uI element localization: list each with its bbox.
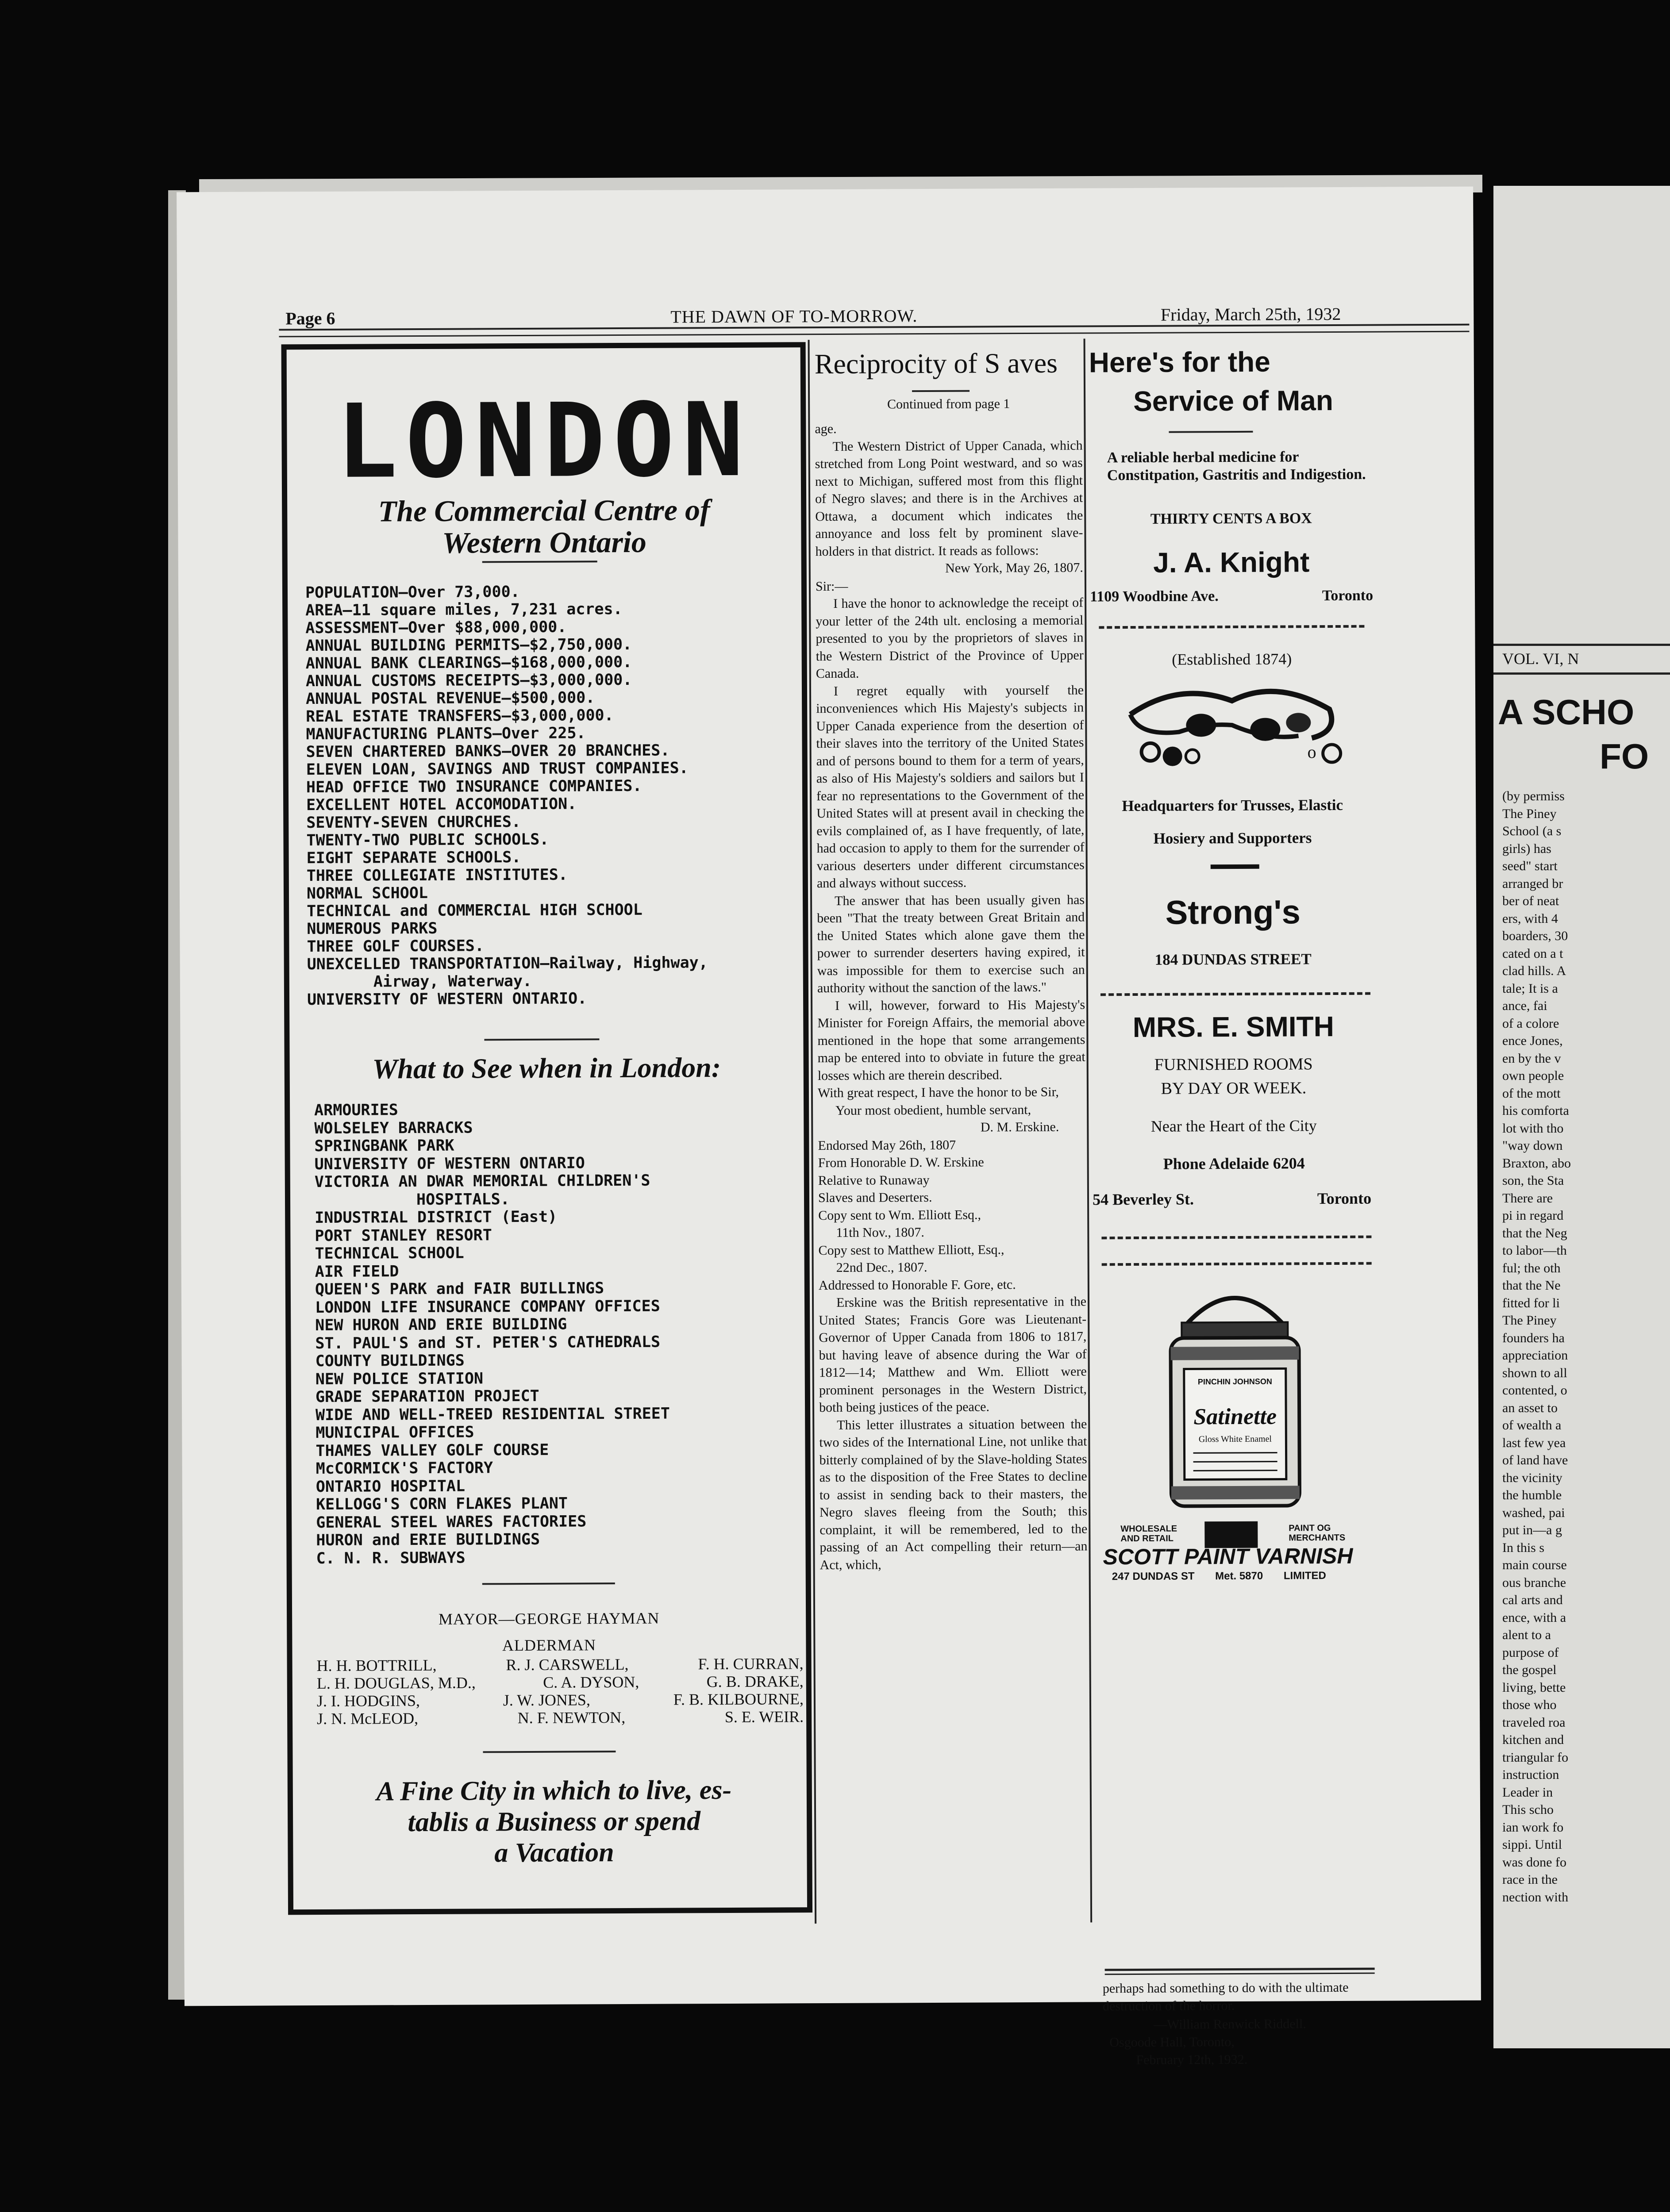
alderman: J. I. HODGINS,	[316, 1692, 420, 1710]
divider	[482, 1582, 615, 1585]
double-rule	[1105, 1968, 1375, 1975]
can-label: Satinette	[1193, 1404, 1277, 1430]
fact-line: REAL ESTATE TRANSFERS—$3,000,000.	[306, 707, 614, 726]
sight-line: McCORMICK'S FACTORY	[316, 1459, 493, 1478]
sight-line: ONTARIO HOSPITAL	[316, 1477, 466, 1496]
knight-ad-headline	[1089, 342, 1373, 421]
strongs-address: 184 DUNDAS STREET	[1154, 950, 1312, 968]
knight-address: 1109 Woodbine Ave.	[1089, 588, 1219, 605]
divider	[482, 561, 597, 563]
strongs-tagline	[1091, 789, 1374, 856]
letter-closing: With great respect, I have the honor to be Sir,	[817, 1084, 1059, 1101]
headline-line: Service of Man	[1133, 384, 1334, 417]
article-body	[815, 419, 1087, 1574]
paint-can-illustration	[1093, 1284, 1377, 1516]
can-brand: PINCHIN JOHNSON	[1197, 1377, 1272, 1386]
letter-closing: Your most obedient, humble servant,	[835, 1102, 1031, 1118]
smith-city: Toronto	[1317, 1189, 1372, 1208]
london-facts-list	[305, 582, 812, 1009]
sight-line: QUEEN'S PARK and FAIR BUILLINGS	[315, 1279, 604, 1299]
aldermen-row	[317, 1655, 804, 1674]
next-page-rule	[1493, 672, 1670, 675]
article-paragraph: The Western District of Upper Canada, which stretched from Long Point westward, and so was next to Michigan, suffered most from this flight of Negro slaves; and there is in the Archives at Ottawa, a document which indicates the annoyance and loss felt by prominent slave-holders in that district. It reads as follows:	[815, 438, 1083, 559]
next-page-line: kitchen and	[1502, 1732, 1564, 1747]
sight-line: GRADE SEPARATION PROJECT	[315, 1387, 539, 1406]
smith-location: Near the Heart of the City	[1151, 1117, 1317, 1135]
next-page-line: was done fo	[1502, 1855, 1566, 1870]
sight-line: TECHNICAL SCHOOL	[315, 1244, 464, 1263]
next-page-line: of the mott	[1502, 1086, 1561, 1101]
fact-line: ELEVEN LOAN, SAVINGS AND TRUST COMPANIES.	[306, 759, 689, 779]
next-page-line: cated on a t	[1502, 946, 1563, 961]
continued-note: Continued from page 1	[887, 396, 1010, 412]
next-page-line: boarders, 30	[1502, 929, 1568, 943]
next-page-line: In this s	[1502, 1540, 1545, 1555]
smith-address-line	[1093, 1189, 1376, 1209]
next-page-line: shown to all	[1502, 1365, 1567, 1380]
fact-line: ANNUAL BUILDING PERMITS—$2,750,000.	[305, 635, 632, 655]
sight-line: GENERAL STEEL WARES FACTORIES	[316, 1512, 587, 1532]
alderman: F. H. CURRAN,	[698, 1655, 804, 1673]
dashed-divider	[1101, 992, 1370, 996]
smith-phone: Phone Adelaide 6204	[1163, 1154, 1305, 1173]
smith-line: BY DAY OR WEEK.	[1161, 1079, 1307, 1098]
sight-line: WOLSELEY BARRACKS	[314, 1119, 473, 1137]
fact-line: TECHNICAL and COMMERCIAL HIGH SCHOOL	[307, 901, 643, 921]
scott-phone: Met. 5870	[1215, 1570, 1263, 1582]
sight-line: INDUSTRIAL DISTRICT (East)	[315, 1208, 558, 1227]
next-page-line: nection with	[1502, 1889, 1569, 1905]
fact-line: NORMAL SCHOOL	[306, 884, 428, 903]
closing-line: tablis a Business or spend	[408, 1806, 701, 1838]
sight-line: ST. PAUL'S and ST. PETER'S CATHEDRALS	[315, 1333, 661, 1352]
fact-line: UNEXCELLED TRANSPORTATION—Railway, Highway,	[307, 954, 708, 974]
mayor-line: MAYOR—GEORGE HAYMAN	[438, 1609, 660, 1628]
fact-line: HEAD OFFICE TWO INSURANCE COMPANIES.	[306, 777, 642, 797]
aldermen-list	[317, 1655, 804, 1728]
next-page-headline	[1498, 690, 1649, 779]
issue-date: Friday, March 25th, 1932	[1160, 303, 1341, 325]
next-page-line: the gospel	[1502, 1663, 1557, 1677]
next-page-line: girls) has	[1502, 841, 1551, 856]
endorsement-line: From Honorable D. W. Erskine	[818, 1155, 984, 1171]
knight-price: THIRTY CENTS A BOX	[1150, 510, 1312, 527]
sight-line: NEW POLICE STATION	[315, 1369, 484, 1388]
strongs-established: (Established 1874)	[1172, 650, 1292, 668]
aldermen-row	[317, 1690, 804, 1710]
dashed-divider	[1101, 1236, 1371, 1240]
sight-line: MUNICIPAL OFFICES	[316, 1423, 474, 1442]
alderman: R. J. CARSWELL,	[506, 1655, 629, 1674]
london-title: LONDON	[336, 381, 752, 501]
scott-address: 247 DUNDAS ST	[1112, 1570, 1195, 1583]
fact-line: EIGHT SEPARATE SCHOOLS.	[306, 849, 521, 868]
fact-line: ANNUAL POSTAL REVENUE—$500,000.	[305, 689, 595, 708]
next-page-line: "way down	[1502, 1138, 1563, 1153]
next-page-line: fitted for li	[1502, 1295, 1560, 1310]
strongs-name: Strong's	[1165, 893, 1301, 932]
smith-address: 54 Beverley St.	[1092, 1190, 1194, 1209]
fact-line: SEVEN CHARTERED BANKS—OVER 20 BRANCHES.	[306, 741, 670, 761]
divider	[483, 1751, 616, 1753]
next-page-line: sippi. Until	[1502, 1837, 1562, 1852]
next-page-line: to labor—th	[1502, 1243, 1567, 1258]
page-number: Page 6	[285, 308, 335, 329]
article-paragraph: The answer that has been usually given has been "That the treaty between Great Britain and the United States which alone gave them the power to surrender deserters having expired, it was impossible for them to exercise such an authority without the sanction of the laws."	[817, 892, 1085, 996]
strongs-line: Headquarters for Trusses, Elastic	[1122, 796, 1343, 815]
closing-line: a Vacation	[494, 1837, 614, 1868]
next-page-line: cal arts and	[1502, 1593, 1563, 1607]
article-paragraph: I will, however, forward to His Majesty's Minister for Foreign Affairs, the memorial above mentioned in the hope that some arrangements map be entered into to obviate in future the great losses which are therein described.	[817, 997, 1085, 1083]
alderman: F. B. KILBOURNE,	[673, 1690, 804, 1709]
next-page-line: race in the	[1502, 1872, 1558, 1887]
dashed-divider	[1102, 1262, 1372, 1266]
article-paragraph: I regret equally with yourself the inconveniences which His Majesty's subjects in Upper Canada experience from the desertion of their slaves into the territory of the United States and of persons bound to them for a term of years, as also of His Majesty's soldiers and sailors but I fear no representations to the Government of the United States will at present avail in checking the evils complained of, as I have frequently, of late, had occasion to apply to them for the surrender of various deserters under different circumstances and always without success.	[816, 682, 1085, 891]
article-place: Osgoode Hall, Toronto,	[1109, 2035, 1235, 2050]
fact-line: ANNUAL BANK CLEARINGS—$168,000,000.	[305, 653, 632, 673]
endorsement-line: Relative to Runaway	[818, 1172, 930, 1188]
london-subtitle	[287, 493, 801, 559]
next-page-line: appreciation	[1502, 1348, 1568, 1363]
fact-line: NUMEROUS PARKS	[307, 919, 438, 938]
next-page-line: ence, with a	[1502, 1610, 1566, 1625]
next-page-line: purpose of	[1502, 1645, 1559, 1660]
alderman-heading: ALDERMAN	[502, 1636, 596, 1655]
sight-line: C. N. R. SUBWAYS	[316, 1549, 466, 1567]
short-bar	[1211, 864, 1259, 869]
next-page-headline-line: A SCHO	[1498, 692, 1635, 732]
next-page-line: own people	[1502, 1068, 1564, 1083]
what-to-see-title: What to See when in London:	[372, 1052, 721, 1085]
next-page-line: Leader in	[1502, 1785, 1553, 1800]
next-page-line: of wealth a	[1502, 1418, 1562, 1432]
knight-name: J. A. Knight	[1153, 546, 1310, 579]
next-page-line: The Piney	[1502, 1313, 1557, 1328]
fact-line: TWENTY-TWO PUBLIC SCHOOLS.	[306, 830, 549, 850]
next-page-line: that the Neg	[1502, 1225, 1567, 1240]
dashed-divider	[1099, 625, 1364, 629]
sight-line: HURON and ERIE BUILDINGS	[316, 1530, 540, 1550]
london-subtitle-line-1: The Commercial Centre of	[378, 493, 710, 528]
fact-line: MANUFACTURING PLANTS—Over 225.	[306, 724, 586, 744]
next-page-line: alent to a	[1502, 1628, 1551, 1642]
fact-line: AREA—11 square miles, 7,231 acres.	[305, 600, 623, 620]
alderman: L. H. DOUGLAS, M.D.,	[316, 1674, 476, 1693]
alderman: G. B. DRAKE,	[706, 1672, 804, 1691]
next-page-line: arranged br	[1502, 876, 1563, 891]
endorsement-line: Slaves and Deserters.	[818, 1190, 932, 1206]
divider	[1169, 431, 1253, 433]
letter-salutation: Sir:—	[815, 579, 848, 594]
sight-line: PORT STANLEY RESORT	[315, 1226, 492, 1245]
fact-line: UNIVERSITY OF WESTERN ONTARIO.	[307, 990, 587, 1009]
next-page-line: that the Ne	[1502, 1278, 1561, 1293]
knight-desc: A reliable herbal medicine for Constitpation, Gastritis and Indigestion.	[1107, 449, 1366, 484]
endorsement-line: Addressed to Honorable F. Gore, etc.	[818, 1277, 1016, 1293]
next-page-content	[1493, 186, 1670, 2048]
knight-address-line	[1090, 588, 1373, 606]
scott-small-right	[1289, 1523, 1345, 1543]
ads-column	[1089, 342, 1374, 2067]
alderman: C. A. DYSON,	[543, 1673, 639, 1691]
sight-line: ARMOURIES	[314, 1101, 398, 1120]
paper-name: THE DAWN OF TO-MORROW.	[670, 306, 918, 327]
next-page-line: living, bette	[1502, 1680, 1566, 1695]
article-paragraph: This letter illustrates a situation between the two sides of the International Line, not unlike that bitterly complained of by the Slave-holding States as to the disposition of the Free States to decline to assist in sending back to their masters, the Negro slaves fleeing from the South; this complaint, it will be remembered, led to the passing of an Act compelling their return—an Act, which,	[819, 1416, 1088, 1572]
sight-line: VICTORIA AN DWAR MEMORIAL CHILDREN'S	[314, 1171, 650, 1191]
next-page-line: of land have	[1502, 1453, 1568, 1467]
article-paragraph: age.	[815, 421, 837, 437]
next-page-line: his comforta	[1502, 1103, 1569, 1118]
scott-small-line: MERCHANTS	[1289, 1532, 1346, 1543]
endorsement-line: 22nd Dec., 1807.	[836, 1260, 927, 1275]
letter-signature: D. M. Erskine.	[980, 1119, 1059, 1135]
fact-line: Airway, Waterway.	[373, 972, 532, 991]
scott-small-line: WHOLESALE	[1120, 1524, 1177, 1534]
endorsement-line: 11th Nov., 1807.	[836, 1225, 924, 1240]
london-subtitle-line-2: Western Ontario	[442, 525, 646, 560]
fact-line: SEVENTY-SEVEN CHURCHES.	[306, 813, 521, 832]
next-page-rule	[1493, 644, 1670, 646]
knight-city: Toronto	[1322, 587, 1374, 604]
next-page-line: triangular fo	[1502, 1750, 1569, 1765]
endorsement-line: Endorsed May 26th, 1807	[818, 1137, 956, 1153]
next-page-line: ence Jones,	[1502, 1033, 1563, 1048]
smith-name: MRS. E. SMITH	[1132, 1010, 1335, 1044]
svg-text:o: o	[1307, 742, 1316, 762]
next-page-line: ber of neat	[1502, 894, 1559, 908]
fact-line: ANNUAL CUSTOMS RECEIPTS—$3,000,000.	[305, 671, 632, 691]
divider	[912, 390, 970, 392]
next-page-line: the humble	[1502, 1488, 1562, 1502]
next-page-line: last few yea	[1502, 1435, 1566, 1450]
headline-line: Here's for the	[1089, 346, 1270, 379]
endorsement-line: Copy sent to Wm. Elliott Esq.,	[818, 1207, 981, 1223]
article-paragraph: I have the honor to acknowledge the receipt of your letter of the 24th ult. enclosing a memorial presented to you by the proprietors of slaves in the Western District of the Province of Upper Canada.	[816, 595, 1084, 681]
next-page-line: clad hills. A	[1502, 964, 1566, 978]
next-page-line: This scho	[1502, 1802, 1554, 1817]
next-page-line: seed" start	[1502, 859, 1558, 873]
next-page-line: tale; It is a	[1502, 981, 1558, 996]
sight-line: HOSPITALS.	[416, 1190, 510, 1209]
aldermen-row	[317, 1708, 804, 1728]
next-page-line: pi in regard	[1502, 1208, 1564, 1223]
article-author: —William Renwick Riddell.	[1154, 2016, 1306, 2032]
next-page-line: traveled roa	[1502, 1715, 1566, 1730]
fact-line: THREE COLLEGIATE INSTITUTES.	[306, 866, 568, 885]
sight-line: KELLOGG'S CORN FLAKES PLANT	[316, 1494, 568, 1514]
next-page-line: There are	[1502, 1190, 1553, 1206]
next-page-line: (by permiss	[1502, 789, 1565, 803]
scott-small-line: PAINT OG	[1289, 1523, 1331, 1533]
alderman: N. F. NEWTON,	[517, 1709, 626, 1727]
next-page-fragment	[1493, 186, 1670, 2048]
next-page-line: an asset to	[1502, 1400, 1558, 1415]
next-page-line: those who	[1502, 1697, 1557, 1712]
next-page-line: washed, pai	[1502, 1505, 1565, 1520]
can-sub: Gloss White Enamel	[1198, 1434, 1272, 1444]
next-page-line: Braxton, abo	[1502, 1156, 1571, 1171]
next-page-line: ous branche	[1502, 1575, 1566, 1590]
next-page-line: main course	[1502, 1558, 1567, 1572]
london-ad	[281, 342, 812, 1915]
next-page-line: ance, fai	[1502, 998, 1547, 1013]
alderman: S. E. WEIR.	[724, 1708, 804, 1726]
sight-line: LONDON LIFE INSURANCE COMPANY OFFICES	[315, 1297, 660, 1317]
paint-can-icon	[1093, 1284, 1377, 1516]
next-page-line: School (a s	[1502, 824, 1562, 838]
truss-icon	[1090, 683, 1374, 772]
article-title: Reciprocity of S aves	[814, 347, 1058, 380]
scott-small-left	[1120, 1524, 1177, 1544]
sight-line: COUNTY BUILDINGS	[315, 1352, 465, 1371]
next-page-line: put in—a g	[1502, 1523, 1562, 1537]
article-continuation: perhaps had something to do with the ultimate destruction of the horror.	[1102, 1980, 1349, 2014]
next-page-line: lot with tho	[1502, 1121, 1564, 1136]
next-page-line: son, the Sta	[1502, 1173, 1564, 1188]
sights-list	[314, 1099, 812, 1567]
next-page-line: en by the v	[1502, 1051, 1561, 1066]
article-paragraph: Erskine was the British representative in the United States; Francis Gore was Lieutenant-Governor of Upper Canada from 1806 to 1817, but having leave of absence during the War of 1812—14; Matthew and Wm. Elliott were prominent personages in the Western District, both being justices of the peace.	[819, 1294, 1087, 1415]
sight-line: UNIVERSITY OF WESTERN ONTARIO	[314, 1154, 585, 1173]
alderman: H. H. BOTTRILL,	[316, 1656, 437, 1675]
alderman: J. N. McLEOD,	[317, 1709, 419, 1728]
endorsement-line: Copy sest to Matthew Elliott, Esq.,	[818, 1242, 1004, 1258]
trusses-illustration	[1090, 683, 1374, 772]
alderman: J. W. JONES,	[503, 1691, 590, 1709]
scott-address-line	[1112, 1570, 1326, 1583]
letter-date: New York, May 26, 1807.	[945, 560, 1083, 576]
article-date: February 12th, 1932.	[1136, 2052, 1248, 2067]
aldermen-row	[317, 1672, 804, 1692]
newspaper-page	[177, 187, 1481, 2067]
scott-name: SCOTT PAINT VARNISH	[1103, 1543, 1353, 1570]
next-page-headline-line: FO	[1600, 737, 1649, 776]
fact-line: ASSESSMENT—Over $88,000,000.	[305, 618, 567, 637]
sight-line: NEW HURON AND ERIE BUILDING	[315, 1315, 567, 1335]
fact-line: THREE GOLF COURSES.	[307, 937, 484, 956]
next-page-line: The Piney	[1502, 806, 1557, 821]
next-page-line: ian work fo	[1502, 1820, 1564, 1835]
next-page-line: of a colore	[1502, 1016, 1559, 1031]
smith-rooms	[1092, 1052, 1375, 1101]
next-page-line: contented, o	[1502, 1383, 1567, 1398]
strongs-line: Hosiery and Supporters	[1153, 829, 1312, 847]
sight-line: THAMES VALLEY GOLF COURSE	[316, 1441, 549, 1460]
london-closing	[302, 1774, 807, 1869]
sight-line: SPRINGBANK PARK	[314, 1137, 454, 1156]
fact-line: EXCELLENT HOTEL ACCOMODATION.	[306, 795, 577, 814]
next-page-line: ers, with 4	[1502, 911, 1558, 926]
fact-line: POPULATION—Over 73,000.	[305, 583, 520, 602]
scott-limited: LIMITED	[1283, 1570, 1326, 1582]
next-page-line: instruction	[1502, 1767, 1559, 1782]
smith-line: FURNISHED ROOMS	[1154, 1055, 1313, 1074]
divider	[484, 1038, 599, 1041]
article-column	[815, 347, 1088, 1574]
closing-line: A Fine City in which to live, es-	[376, 1774, 732, 1807]
next-page-line: ful; the oth	[1502, 1260, 1561, 1275]
scott-small-line: AND RETAIL	[1120, 1533, 1174, 1544]
scott-logo	[1094, 1523, 1378, 1586]
next-page-line: founders ha	[1502, 1330, 1565, 1345]
next-page-body	[1502, 787, 1571, 1906]
next-page-vol: VOL. VI, N	[1502, 650, 1579, 668]
next-page-line: the vicinity	[1502, 1470, 1562, 1485]
sight-line: AIR FIELD	[315, 1262, 399, 1281]
sight-line: WIDE AND WELL-TREED RESIDENTIAL STREET	[316, 1405, 670, 1424]
